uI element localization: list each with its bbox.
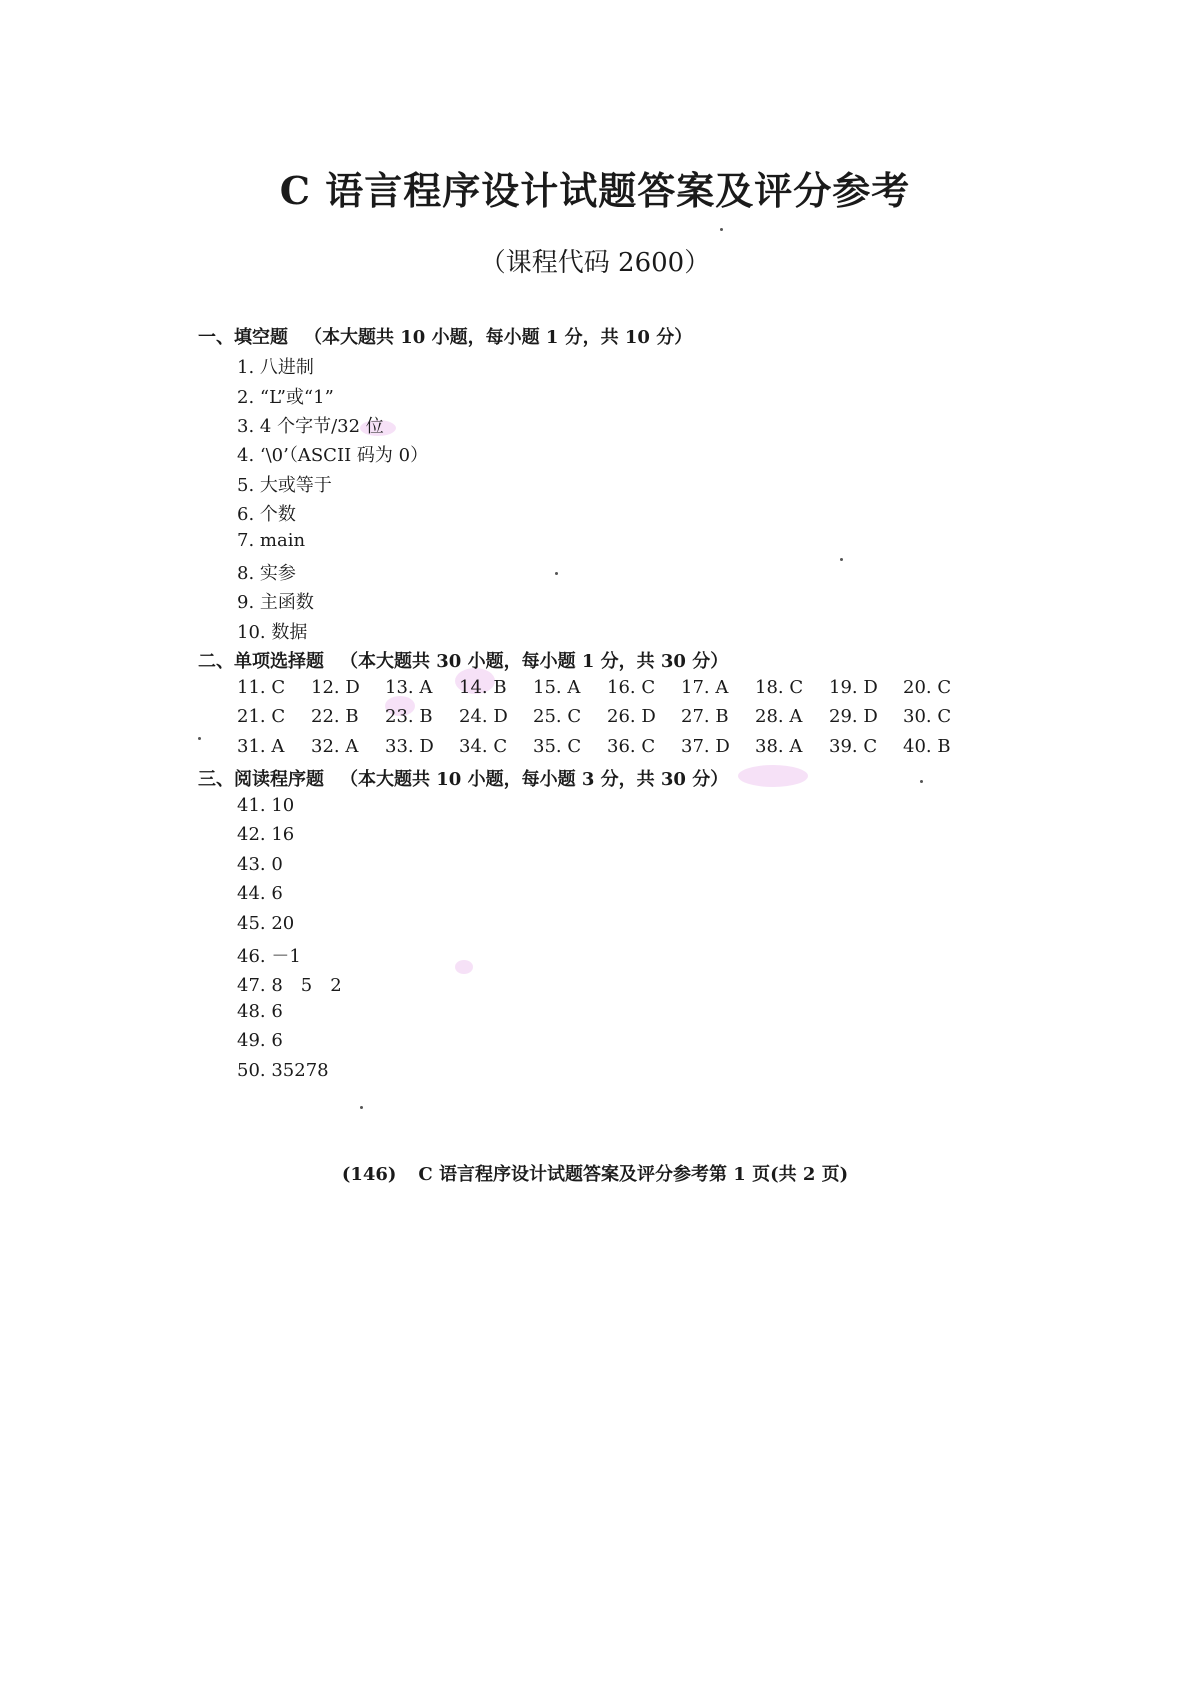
choice-answer: 23. B [385, 706, 433, 727]
choice-answer: 16. C [607, 677, 656, 698]
choice-answer: 14. B [459, 677, 507, 698]
choice-answer: 17. A [681, 677, 729, 698]
scan-speck [198, 737, 201, 740]
choice-answer: 33. D [385, 736, 434, 757]
choice-row [237, 677, 957, 705]
answer-item: 9. 主函数 [237, 592, 314, 613]
answer-item: 10. 数据 [237, 622, 308, 643]
choice-answer: 38. A [755, 736, 803, 757]
choice-row [237, 736, 957, 764]
answer-item: 50. 35278 [237, 1060, 329, 1081]
choice-answer: 24. D [459, 706, 508, 727]
choice-answer: 20. C [903, 677, 952, 698]
choice-answer: 31. A [237, 736, 285, 757]
scan-speck [360, 1106, 363, 1109]
scan-speck [720, 228, 723, 231]
section2-title: 二、单项选择题 [198, 651, 324, 672]
choice-answer: 36. C [607, 736, 656, 757]
section3-title: 三、阅读程序题 [198, 769, 324, 790]
scan-speck [920, 780, 923, 783]
section2-heading [198, 647, 728, 673]
footer-page-code: (146) [341, 1164, 397, 1185]
answer-item: 45. 20 [237, 913, 295, 934]
section2-note: （本大题共 30 小题，每小题 1 分，共 30 分） [340, 651, 729, 672]
choice-answer: 35. C [533, 736, 582, 757]
answer-item: 7. main [237, 530, 306, 551]
course-code-subtitle: （课程代码 2600） [479, 248, 711, 278]
answer-item: 48. 6 [237, 1001, 283, 1022]
scan-smudge [455, 960, 473, 974]
answer-item: 46. －1 [237, 946, 301, 967]
choice-answer: 40. B [903, 736, 951, 757]
answer-item: 47. 8 5 2 [237, 975, 342, 996]
section1-title: 一、填空题 [198, 327, 288, 348]
page-footer [0, 1160, 1190, 1186]
answer-item: 4. ‘\0’（ASCII 码为 0） [237, 445, 429, 466]
choice-row [237, 706, 957, 734]
choice-answer: 27. B [681, 706, 729, 727]
choice-answer: 29. D [829, 706, 878, 727]
choice-answer: 12. D [311, 677, 360, 698]
choice-answer: 25. C [533, 706, 582, 727]
answer-item: 41. 10 [237, 795, 295, 816]
choice-answer: 28. A [755, 706, 803, 727]
answer-item: 43. 0 [237, 854, 283, 875]
choice-answer: 34. C [459, 736, 508, 757]
choice-answer: 26. D [607, 706, 656, 727]
scan-smudge [738, 765, 808, 787]
choice-answer: 11. C [237, 677, 286, 698]
choice-answer: 37. D [681, 736, 730, 757]
choice-answer: 21. C [237, 706, 286, 727]
answer-item: 2. “L”或“1” [237, 387, 334, 408]
choice-answer: 22. B [311, 706, 359, 727]
section3-heading [198, 765, 728, 791]
choice-answer: 15. A [533, 677, 581, 698]
choice-answer: 32. A [311, 736, 359, 757]
choice-answer: 18. C [755, 677, 804, 698]
choice-answer: 19. D [829, 677, 878, 698]
footer-text: C 语言程序设计试题答案及评分参考第 1 页(共 2 页) [418, 1164, 849, 1185]
answer-item: 1. 八进制 [237, 357, 314, 378]
answer-item: 42. 16 [237, 824, 295, 845]
answer-item: 49. 6 [237, 1030, 283, 1051]
answer-item: 44. 6 [237, 883, 283, 904]
choice-answer: 39. C [829, 736, 878, 757]
answer-item: 6. 个数 [237, 504, 296, 525]
choice-answer: 13. A [385, 677, 433, 698]
answer-item: 8. 实参 [237, 563, 296, 584]
answer-item: 3. 4 个字节/32 位 [237, 416, 384, 437]
document-title: C 语言程序设计试题答案及评分参考 [279, 168, 911, 213]
section3-note: （本大题共 10 小题，每小题 3 分，共 30 分） [340, 769, 729, 790]
section1-note: （本大题共 10 小题，每小题 1 分，共 10 分） [304, 327, 693, 348]
answer-item: 5. 大或等于 [237, 475, 332, 496]
choice-answer: 30. C [903, 706, 952, 727]
scan-speck [555, 572, 558, 575]
scan-speck [840, 558, 843, 561]
section1-heading [198, 323, 692, 349]
